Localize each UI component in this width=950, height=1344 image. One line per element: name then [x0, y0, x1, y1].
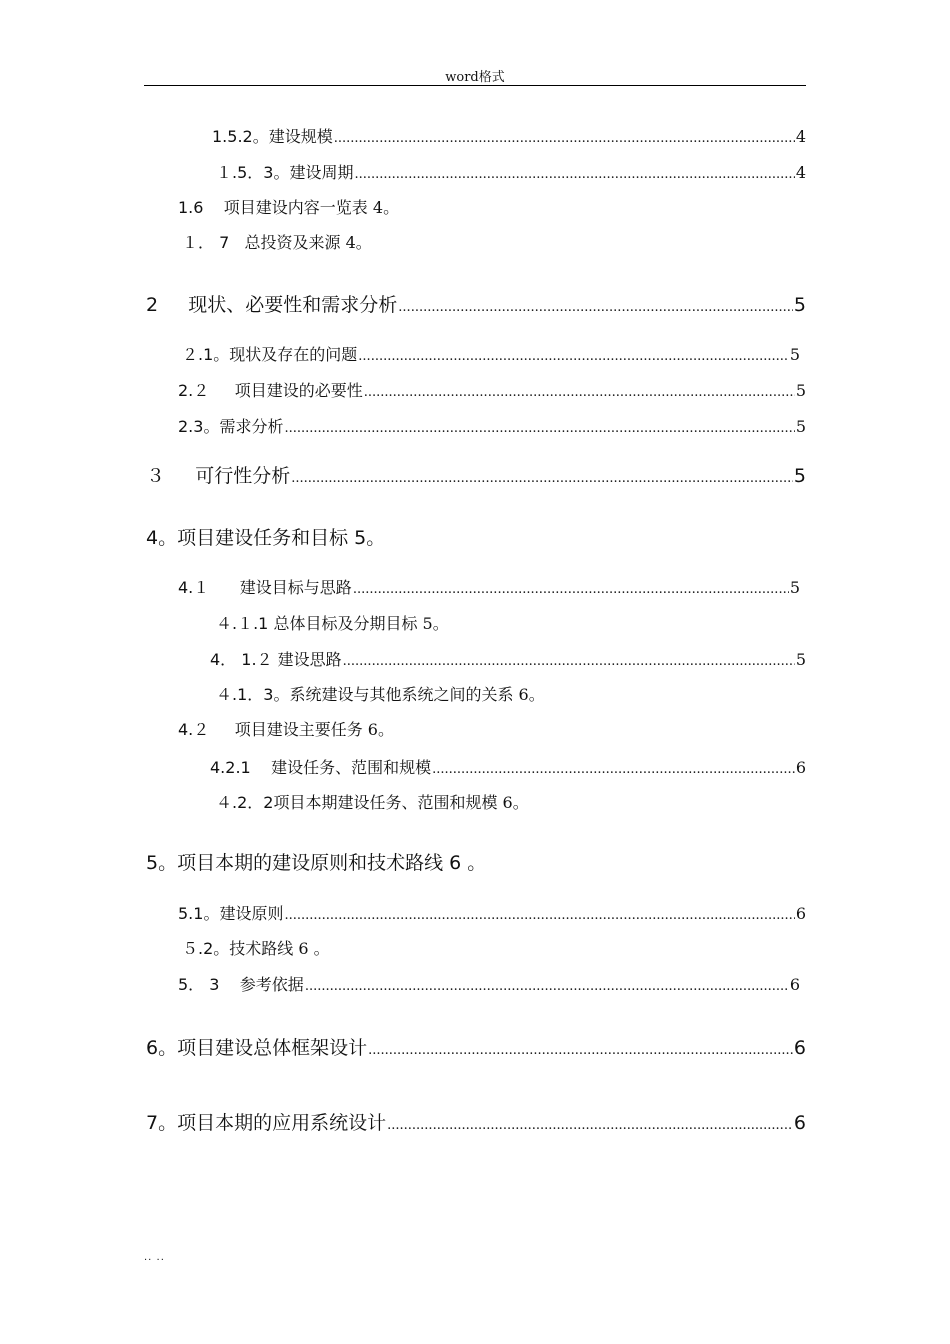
- toc-page: 5: [795, 417, 806, 436]
- toc-page: 5: [789, 578, 800, 597]
- toc-leader: [291, 462, 793, 490]
- toc-entry[interactable]: [178, 377, 806, 405]
- toc-number: １.5．3: [216, 163, 274, 182]
- toc-leader: [334, 123, 795, 151]
- toc-number: 7: [146, 1112, 159, 1134]
- toc-page: 6: [795, 758, 806, 777]
- toc-entry[interactable]: [178, 194, 806, 222]
- toc-page: 6: [793, 1037, 806, 1059]
- toc-leader: [358, 341, 789, 369]
- toc-number: 4． 1.２: [210, 650, 273, 669]
- toc-leader: [284, 413, 794, 441]
- toc-title: 总投资及来源 4。: [229, 233, 372, 252]
- toc-title: 。项目本期的应用系统设计: [158, 1112, 387, 1134]
- toc-page: 4: [795, 163, 806, 182]
- toc-entry[interactable]: [178, 413, 806, 441]
- toc-entry[interactable]: [146, 524, 806, 552]
- toc-title: 总体目标及分期目标 5。: [268, 614, 449, 633]
- toc-title: 可行性分析: [165, 465, 291, 487]
- toc-page: 5: [793, 465, 806, 487]
- toc-number: 2: [146, 294, 159, 316]
- toc-leader: [364, 377, 795, 405]
- toc-title: 项目本期建设任务、范围和规模 6。: [273, 793, 529, 812]
- toc-title: 。现状及存在的问题: [213, 345, 358, 364]
- toc-number: 2.3: [178, 417, 204, 436]
- toc-number: 4.２: [178, 720, 210, 739]
- toc-entry[interactable]: [216, 610, 806, 638]
- toc-entry[interactable]: [212, 123, 806, 151]
- toc-title: 。技术路线 6 。: [213, 939, 330, 958]
- toc-title: 。系统建设与其他系统之间的关系 6。: [273, 685, 545, 704]
- toc-entry[interactable]: [178, 900, 806, 928]
- header-divider: [144, 85, 806, 86]
- toc-number: 5: [146, 852, 159, 874]
- toc-entry[interactable]: [210, 646, 806, 674]
- toc-title: 。建设原则: [203, 904, 284, 923]
- toc-page: 6: [789, 975, 800, 994]
- toc-entry[interactable]: [178, 716, 806, 744]
- toc-number: ４.2．2: [216, 793, 274, 812]
- toc-number: 4.2.1: [210, 758, 251, 777]
- toc-entry[interactable]: [146, 1034, 806, 1062]
- toc-leader: [387, 1109, 793, 1137]
- toc-leader: [305, 971, 789, 999]
- toc-leader: [432, 754, 795, 782]
- toc-entry[interactable]: [216, 681, 806, 709]
- toc-number: ３: [146, 465, 166, 487]
- toc-title: 。建设规模: [252, 127, 333, 146]
- toc-title: 。项目建设总体框架设计: [158, 1037, 368, 1059]
- toc-entry[interactable]: [146, 291, 806, 319]
- toc-page: 4: [795, 127, 806, 146]
- toc-leader: [343, 646, 795, 674]
- toc-number: １． 7: [182, 233, 230, 252]
- toc-number: 5.1: [178, 904, 204, 923]
- toc-page: 5: [795, 650, 806, 669]
- toc-number: 1.5.2: [212, 127, 253, 146]
- toc-title: 项目建设内容一览表 4。: [203, 198, 400, 217]
- toc-leader: [284, 900, 794, 928]
- toc-entry[interactable]: [182, 229, 806, 257]
- toc-entry[interactable]: [178, 574, 800, 602]
- toc-page: 5: [795, 381, 806, 400]
- toc-page: 5: [793, 294, 806, 316]
- toc-number: 4.１: [178, 578, 210, 597]
- toc-entry[interactable]: [182, 935, 806, 963]
- toc-title: 建设思路: [272, 650, 342, 669]
- toc-number: ４.1．3: [216, 685, 274, 704]
- toc-title: 参考依据: [219, 975, 304, 994]
- toc-title: 项目建设的必要性: [209, 381, 363, 400]
- toc-number: ２.1: [182, 345, 214, 364]
- toc-entry[interactable]: [146, 462, 806, 490]
- toc-leader: [398, 291, 793, 319]
- toc-leader: [354, 159, 794, 187]
- toc-title: 建设任务、范围和规模: [250, 758, 432, 777]
- toc-page: 6: [793, 1112, 806, 1134]
- toc-number: 2.２: [178, 381, 210, 400]
- toc-entry[interactable]: [216, 159, 806, 187]
- toc-leader: [368, 1034, 793, 1062]
- toc-title: 。需求分析: [203, 417, 284, 436]
- toc-title: 。项目本期的建设原则和技术路线 6 。: [158, 852, 487, 874]
- toc-leader: [353, 574, 789, 602]
- toc-number: 1.6: [178, 198, 204, 217]
- toc-page: 5: [789, 345, 800, 364]
- toc-title: 。建设周期: [273, 163, 354, 182]
- toc-number: ４.１.1: [216, 614, 269, 633]
- toc-title: 。项目建设任务和目标 5。: [158, 527, 386, 549]
- page-footer: .. ..: [144, 1252, 165, 1263]
- toc-entry[interactable]: [216, 789, 806, 817]
- toc-title: 项目建设主要任务 6。: [209, 720, 394, 739]
- toc-number: ５.2: [182, 939, 214, 958]
- toc-title: 建设目标与思路: [209, 578, 352, 597]
- toc-number: 6: [146, 1037, 159, 1059]
- toc-entry[interactable]: [182, 341, 800, 369]
- toc-number: 5． 3: [178, 975, 220, 994]
- toc-entry[interactable]: [210, 754, 806, 782]
- page-header: word格式: [445, 70, 505, 85]
- toc-entry[interactable]: [146, 849, 806, 877]
- toc-title: 现状、必要性和需求分析: [158, 294, 398, 316]
- toc-entry[interactable]: [178, 971, 800, 999]
- toc-number: 4: [146, 527, 159, 549]
- toc-page: 6: [795, 904, 806, 923]
- toc-entry[interactable]: [146, 1109, 806, 1137]
